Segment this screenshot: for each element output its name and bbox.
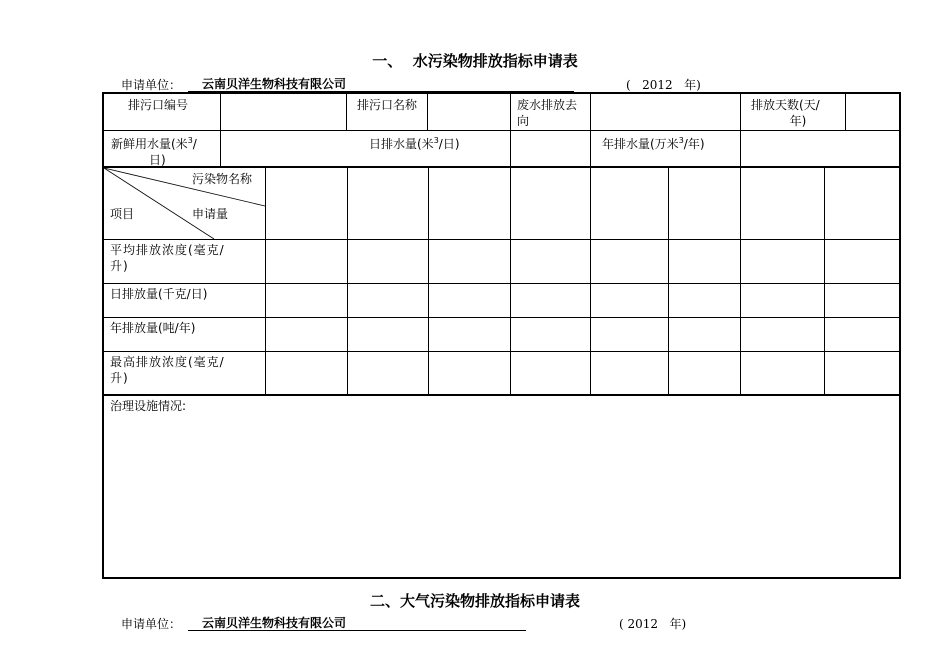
row-line — [104, 283, 899, 284]
row-label-avg-concentration: 平均排放浓度(毫克/ 升) — [110, 243, 225, 273]
applicant-name: 云南贝洋生物科技有限公司 — [188, 616, 526, 631]
fresh-water-label: 新鲜用水量(米$^3$/ 日) — [111, 136, 197, 167]
discharge-direction-label: 废水排放去 向 — [517, 98, 578, 128]
yearly-discharge-label: 年排水量(万米$^3$/年) — [602, 136, 705, 151]
row-label-yearly-amount: 年排放量(吨/年) — [110, 321, 196, 335]
col-line — [845, 94, 846, 130]
row-line — [104, 394, 899, 396]
row-line — [104, 130, 899, 131]
row-line — [104, 317, 899, 318]
pollutant-name-label: 污染物名称 — [192, 172, 253, 186]
discharge-days-label: 排放天数(天/ 年) — [751, 98, 820, 128]
facility-label: 治理设施情况: — [110, 399, 187, 413]
year-text: ( 2012 年) — [619, 617, 687, 631]
row-label-max-concentration: 最高排放浓度(毫克/ 升) — [110, 355, 225, 385]
row-line — [104, 351, 899, 352]
col-line — [590, 94, 591, 166]
col-line — [740, 166, 741, 394]
section1-title: 一、 水污染物排放指标申请表 — [372, 52, 578, 70]
col-line — [265, 166, 266, 394]
daily-discharge-label: 日排水量(米$^3$/日) — [369, 136, 460, 151]
section1-applicant-line — [121, 77, 741, 93]
section2-applicant-line — [121, 616, 741, 632]
applicant-label: 申请单位： — [121, 78, 182, 92]
outlet-name-label: 排污口名称 — [357, 98, 418, 112]
col-line — [428, 166, 429, 394]
col-line — [510, 94, 511, 166]
col-line — [824, 166, 825, 394]
year-text: ( 2012 年) — [626, 78, 701, 92]
col-line — [510, 166, 511, 394]
col-line — [668, 166, 669, 394]
col-line — [590, 166, 591, 394]
col-line — [740, 94, 741, 166]
apply-amount-label: 申请量 — [192, 207, 229, 221]
applicant-name: 云南贝洋生物科技有限公司 — [188, 77, 574, 92]
col-line — [347, 166, 348, 394]
row-label-daily-amount: 日排放量(千克/日) — [110, 287, 208, 301]
item-label: 项目 — [110, 207, 135, 221]
applicant-label: 申请单位： — [121, 617, 182, 631]
outlet-no-label: 排污口编号 — [128, 98, 189, 112]
section2-title: 二、大气污染物排放指标申请表 — [369, 592, 580, 610]
col-line — [220, 94, 221, 166]
col-line — [346, 94, 347, 130]
row-line — [104, 239, 899, 240]
col-line — [427, 94, 428, 130]
